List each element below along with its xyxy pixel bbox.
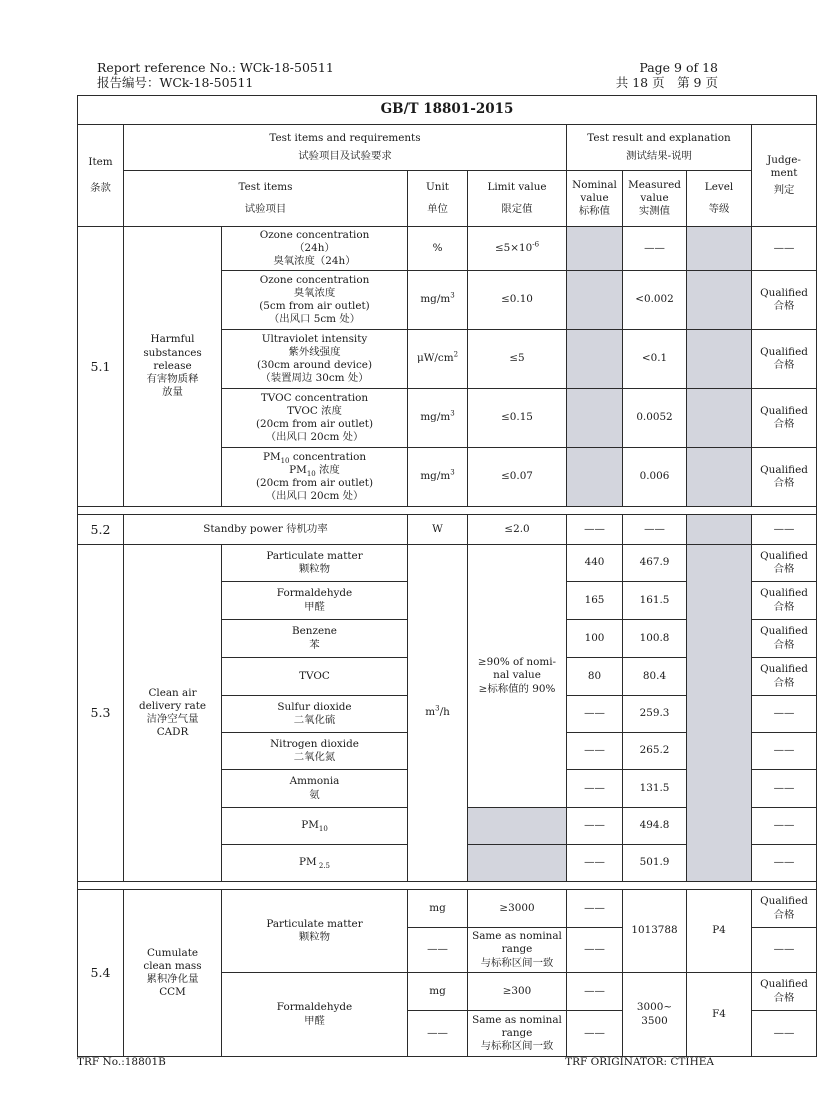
limit: ≤0.15 [468,389,567,448]
footer-trf-number: TRF No.:18801B [77,1056,166,1068]
judgement: Qualified 合格 [752,620,817,658]
judgement: Qualified 合格 [752,389,817,448]
col-item: Item 条款 [78,125,124,227]
measured: 265.2 [623,733,687,770]
standard-title: GB/T 18801-2015 [78,96,817,125]
test-item: Particulate matter 颗粒物 [222,545,408,582]
nominal: 165 [567,582,623,620]
unit: —— [408,1011,468,1057]
judgement: —— [752,845,817,882]
item-group: Cumulate clean mass 累积净化量 CCM [124,890,222,1057]
judgement: —— [752,1011,817,1057]
col-unit: Unit 单位 [408,171,468,227]
nominal: 80 [567,658,623,696]
measured: —— [623,227,687,271]
limit-shaded [468,845,567,882]
item-number: 5.1 [78,227,124,507]
table-row [78,515,817,545]
test-item: Ultraviolet intensity 紫外线强度 (30cm around device) （装置周边 30cm 处） [222,330,408,389]
measured: 131.5 [623,770,687,808]
limit: ≥90% of nomi- nal value ≥标称值的 90% [468,545,567,808]
level-shaded [687,545,752,882]
measured: 161.5 [623,582,687,620]
limit: ≤5 [468,330,567,389]
judgement: —— [752,227,817,271]
page-number [616,60,718,90]
level-shaded [687,330,752,389]
measured: 80.4 [623,658,687,696]
col-judgement: Judge- ment 判定 [752,125,817,227]
judgement: —— [752,733,817,770]
unit: $\mu W/cm^2$ [408,330,468,389]
limit: ≥300 [468,973,567,1011]
table-row [78,545,817,582]
limit: ≥3000 [468,890,567,928]
report-ref-en: Report reference No.: WCk-18-50511 [97,60,334,75]
test-item: $PM_{10}$ [222,808,408,845]
test-item: Formaldehyde 甲醛 [222,973,408,1057]
judgement: Qualified 合格 [752,271,817,330]
item-number: 5.4 [78,890,124,1057]
judgement: Qualified 合格 [752,582,817,620]
footer-trf-originator: TRF ORIGINATOR: CTIHEA [565,1056,714,1068]
test-item: Ozone concentration （24h） 臭氧浓度（24h） [222,227,408,271]
unit: —— [408,928,468,973]
test-item: Ozone concentration 臭氧浓度 (5cm from air outlet) （出风口 5cm 处） [222,271,408,330]
test-item: Sulfur dioxide 二氧化硫 [222,696,408,733]
row-separator [78,882,817,890]
measured: 259.3 [623,696,687,733]
level-shaded [687,271,752,330]
nominal: —— [567,890,623,928]
test-item: TVOC concentration TVOC 浓度 (20cm from air outlet) （出风口 20cm 处） [222,389,408,448]
judgement: Qualified 合格 [752,890,817,928]
unit: % [408,227,468,271]
item-group: Harmful substances release 有害物质释 放量 [124,227,222,507]
measured: 1013788 [623,890,687,973]
test-item: Benzene 苯 [222,620,408,658]
level-shaded [687,448,752,507]
table-row [78,227,817,271]
col-measured: Measured value 实测值 [623,171,687,227]
col-result: Test result and explanation 测试结果-说明 [567,125,752,171]
nominal: —— [567,973,623,1011]
row-separator [78,507,817,515]
measured: —— [623,515,687,545]
test-item: Particulate matter 颗粒物 [222,890,408,973]
nominal-shaded [567,389,623,448]
judgement: —— [752,515,817,545]
limit: Same as nominal range 与标称区间一致 [468,928,567,973]
test-item: TVOC [222,658,408,696]
level: F4 [687,973,752,1057]
col-requirements: Test items and requirements 试验项目及试验要求 [124,125,567,171]
item-group: Clean air delivery rate 洁净空气量 CADR [124,545,222,882]
judgement: Qualified 合格 [752,658,817,696]
unit: $mg/m^3$ [408,389,468,448]
nominal: —— [567,1011,623,1057]
limit: Same as nominal range 与标称区间一致 [468,1011,567,1057]
nominal-shaded [567,271,623,330]
nominal-shaded [567,227,623,271]
measured: 0.0052 [623,389,687,448]
col-level: Level 等级 [687,171,752,227]
limit: $\le 5\times 10^{-6}$ [468,227,567,271]
judgement: —— [752,770,817,808]
measured: 3000~ 3500 [623,973,687,1057]
judgement: Qualified 合格 [752,330,817,389]
level: P4 [687,890,752,973]
nominal: 440 [567,545,623,582]
report-reference [97,60,334,90]
nominal: —— [567,770,623,808]
report-ref-cn: 报告编号：WCk-18-50511 [97,75,254,90]
unit: $mg/m^3$ [408,448,468,507]
limit-shaded [468,808,567,845]
level-shaded [687,515,752,545]
nominal: —— [567,845,623,882]
measured: 494.8 [623,808,687,845]
nominal: —— [567,515,623,545]
col-limit: Limit value 限定值 [468,171,567,227]
judgement: —— [752,696,817,733]
test-item: $PM_{10}$ concentration $PM_{10}$ 浓度 (20cm from air outlet) （出风口 20cm 处） [222,448,408,507]
level-shaded [687,227,752,271]
item-number: 5.3 [78,545,124,882]
test-item: Ammonia 氨 [222,770,408,808]
judgement: —— [752,808,817,845]
test-item: Formaldehyde 甲醛 [222,582,408,620]
unit: $m^3/h$ [408,545,468,882]
measured: <0.002 [623,271,687,330]
test-item: Nitrogen dioxide 二氧化氮 [222,733,408,770]
measured: <0.1 [623,330,687,389]
limit: ≤2.0 [468,515,567,545]
measured: 467.9 [623,545,687,582]
page-cn: 共 18 页 第 9 页 [615,75,718,90]
test-item: PM $_{2.5}$ [222,845,408,882]
measured: 501.9 [623,845,687,882]
test-item: Standby power 待机功率 [124,515,408,545]
unit: W [408,515,468,545]
nominal: —— [567,928,623,973]
limit: ≤0.10 [468,271,567,330]
item-number: 5.2 [78,515,124,545]
measured: 100.8 [623,620,687,658]
nominal: —— [567,808,623,845]
judgement: Qualified 合格 [752,973,817,1011]
measured: 0.006 [623,448,687,507]
unit: mg [408,973,468,1011]
unit: mg [408,890,468,928]
nominal: —— [567,696,623,733]
judgement: Qualified 合格 [752,448,817,507]
limit: ≤0.07 [468,448,567,507]
level-shaded [687,389,752,448]
nominal-shaded [567,448,623,507]
col-test-items: Test items 试验项目 [124,171,408,227]
unit: $mg/m^3$ [408,271,468,330]
test-results-table [77,95,817,1057]
judgement: —— [752,928,817,973]
col-nominal: Nominal value 标称值 [567,171,623,227]
nominal: —— [567,733,623,770]
page-en: Page 9 of 18 [639,60,718,75]
judgement: Qualified 合格 [752,545,817,582]
table-row [78,890,817,928]
nominal: 100 [567,620,623,658]
nominal-shaded [567,330,623,389]
